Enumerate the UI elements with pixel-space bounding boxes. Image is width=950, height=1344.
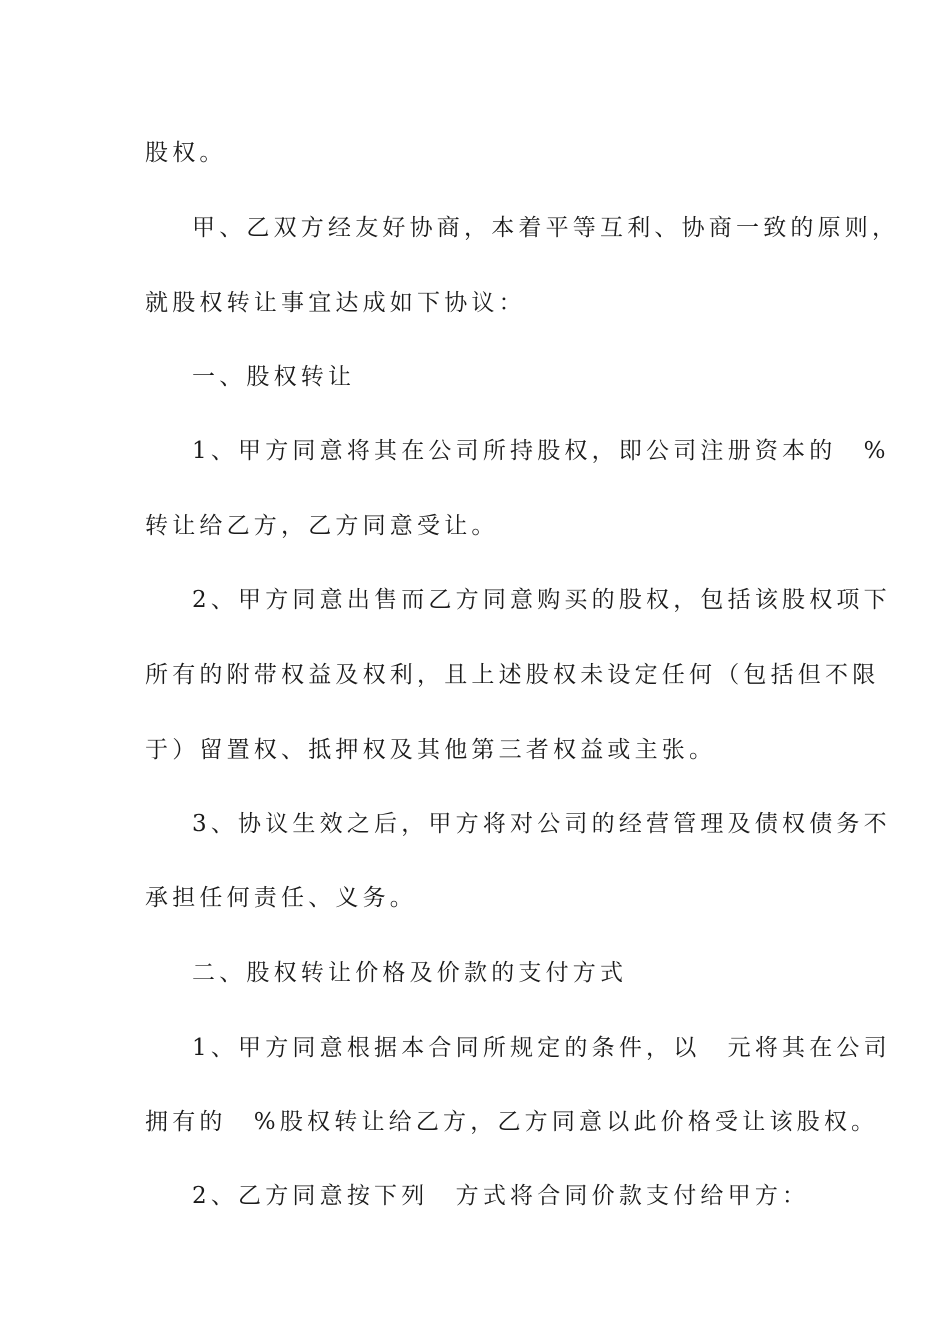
paragraph-line: 承担任何责任、义务。 bbox=[145, 885, 417, 911]
paragraph-line: 3、协议生效之后，甲方将对公司的经营管理及债权债务不 bbox=[192, 811, 891, 837]
paragraph-line: 1、甲方同意根据本合同所规定的条件，以 元将其在公司 bbox=[192, 1035, 891, 1061]
paragraph-line: 所有的附带权益及权利，且上述股权未设定任何（包括但不限 bbox=[145, 662, 880, 688]
paragraph-line: 2、乙方同意按下列 方式将合同价款支付给甲方： bbox=[192, 1183, 810, 1209]
paragraph-line: 拥有的 %股权转让给乙方，乙方同意以此价格受让该股权。 bbox=[145, 1109, 879, 1135]
paragraph-line: 转让给乙方，乙方同意受让。 bbox=[145, 513, 499, 539]
section-heading: 一、股权转让 bbox=[192, 364, 356, 390]
section-heading: 二、股权转让价格及价款的支付方式 bbox=[192, 960, 628, 986]
paragraph-line: 甲、乙双方经友好协商，本着平等互利、协商一致的原则， bbox=[192, 215, 900, 241]
paragraph-line: 于）留置权、抵押权及其他第三者权益或主张。 bbox=[145, 737, 717, 763]
paragraph-line: 1、甲方同意将其在公司所持股权，即公司注册资本的 % bbox=[192, 438, 890, 464]
paragraph-line: 股权。 bbox=[145, 140, 227, 166]
paragraph-line: 2、甲方同意出售而乙方同意购买的股权，包括该股权项下 bbox=[192, 587, 891, 613]
paragraph-line: 就股权转让事宜达成如下协议： bbox=[145, 290, 526, 316]
